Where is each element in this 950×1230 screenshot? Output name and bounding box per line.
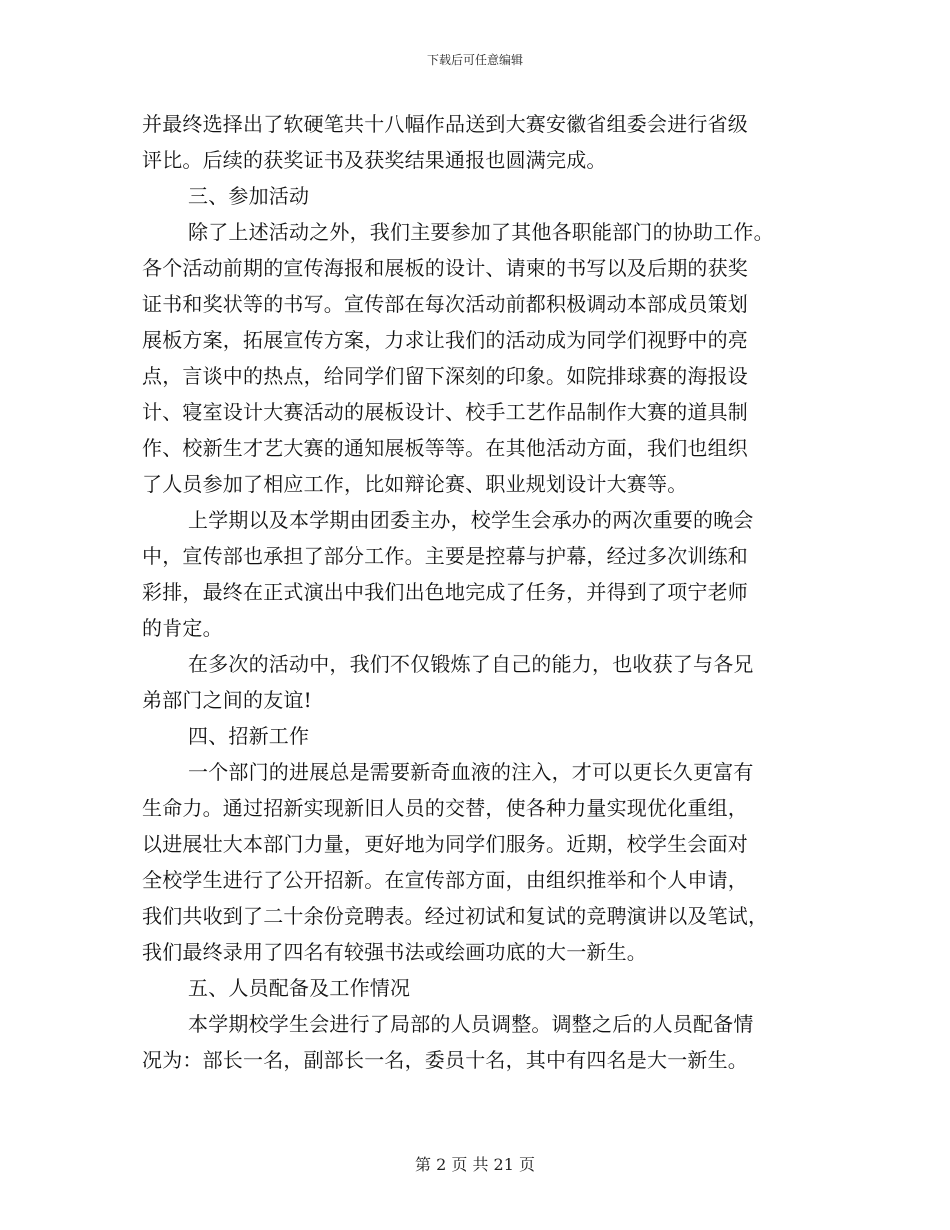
- page-footer: 第 2 页 共 21 页: [415, 1155, 535, 1174]
- text-line: 我们最终录用了四名有较强书法或绘画功底的大一新生。: [142, 940, 647, 964]
- text-line: 除了上述活动之外，我们主要参加了其他各职能部门的协助工作。: [188, 220, 774, 244]
- text-line: 并最终选择出了软硬笔共十八幅作品送到大赛安徽省组委会进行省级: [142, 112, 748, 136]
- text-line: 点，言谈中的热点，给同学们留下深刻的印象。如院排球赛的海报设: [142, 364, 748, 388]
- text-line: 上学期以及本学期由团委主办，校学生会承办的两次重要的晚会: [188, 508, 754, 532]
- text-line: 展板方案，拓展宣传方案，力求让我们的活动成为同学们视野中的亮: [142, 328, 748, 352]
- text-line: 了人员参加了相应工作，比如辩论赛、职业规划设计大赛等。: [142, 472, 688, 496]
- text-line: 作、校新生才艺大赛的通知展板等等。在其他活动方面，我们也组织: [142, 436, 748, 460]
- text-line: 全校学生进行了公开招新。在宣传部方面，由组织推举和个人申请，: [142, 868, 748, 892]
- document-body: [142, 106, 808, 1078]
- text-line: 五、人员配备及工作情况: [188, 976, 411, 1000]
- text-line: 评比。后续的获奖证书及获奖结果通报也圆满完成。: [142, 148, 607, 172]
- text-line: 在多次的活动中，我们不仅锻炼了自己的能力，也收获了与各兄: [188, 652, 754, 676]
- text-line: 况为：部长一名，副部长一名，委员十名，其中有四名是大一新生。: [142, 1048, 748, 1072]
- text-line: 各个活动前期的宣传海报和展板的设计、请柬的书写以及后期的获奖: [142, 256, 748, 280]
- text-line: 弟部门之间的友谊!: [142, 688, 312, 712]
- text-line: 彩排，最终在正式演出中我们出色地完成了任务，并得到了项宁老师: [142, 580, 748, 604]
- text-line: 生命力。通过招新实现新旧人员的交替，使各种力量实现优化重组，: [142, 796, 748, 820]
- text-line: 本学期校学生会进行了局部的人员调整。调整之后的人员配备情: [188, 1012, 754, 1036]
- text-line: 的肯定。: [142, 616, 223, 640]
- page-header: 下载后可任意编辑: [426, 53, 523, 67]
- text-line: 四、招新工作: [188, 724, 310, 748]
- text-line: 三、参加活动: [188, 184, 310, 208]
- text-line: 中，宣传部也承担了部分工作。主要是控幕与护幕，经过多次训练和: [142, 544, 748, 568]
- text-line: 一个部门的进展总是需要新奇血液的注入，才可以更长久更富有: [188, 760, 754, 784]
- text-line: 以进展壮大本部门力量，更好地为同学们服务。近期，校学生会面对: [142, 832, 748, 856]
- text-line: 计、寝室设计大赛活动的展板设计、校手工艺作品制作大赛的道具制: [142, 400, 748, 424]
- text-line: 证书和奖状等的书写。宣传部在每次活动前都积极调动本部成员策划: [142, 292, 748, 316]
- text-line: 我们共收到了二十余份竞聘表。经过初试和复试的竞聘演讲以及笔试，: [142, 904, 769, 928]
